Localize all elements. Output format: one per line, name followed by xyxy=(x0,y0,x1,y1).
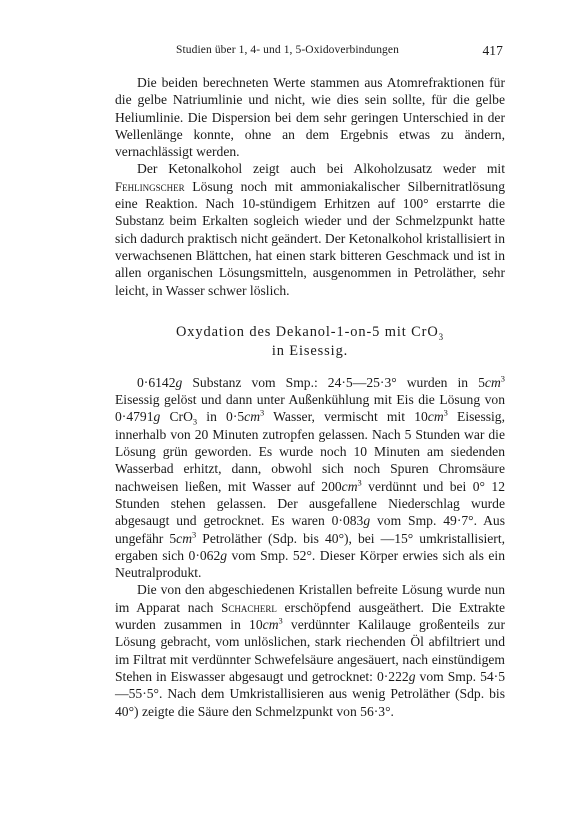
paragraph-text: Substanz vom Smp.: 24·5—25·3° wurden in 5 xyxy=(182,374,485,390)
paragraph-text: vom Smp. 54·5—55·5°. Nach dem Umkristallisieren aus wenig Petroläther (Sdp. bis 40°) zeigte die Säure den Schmelzpunkt von 56·3°. xyxy=(115,668,505,719)
value: 0·6142 xyxy=(137,374,176,390)
paragraph-text: vom Smp. 52°. Dieser Körper erwies sich als ein Neutralprodukt. xyxy=(115,547,505,581)
superscript: 3 xyxy=(192,529,197,539)
paragraph-text: Die von den abgeschiedenen Kristallen befreite Lösung wurde nun im Apparat nach xyxy=(115,582,505,615)
unit: cm xyxy=(176,530,193,546)
unit: cm xyxy=(341,478,358,494)
paragraph-text: vom Smp. 49·7°. Aus ungefähr 5 xyxy=(115,513,505,546)
unit: cm xyxy=(244,409,261,425)
author-name-schacherl: Schacherl xyxy=(221,599,277,615)
superscript: 3 xyxy=(357,477,362,488)
heading-line-1: Oxydation des Dekanol-1-on-5 mit CrO xyxy=(176,323,439,340)
unit: g xyxy=(220,547,228,563)
paragraph-text: Eisessig, innerhalb von 20 Minuten zutropfen gelassen. Nach 5 Stunden war die Lösung grün geworden. Es wurde noch 10 Minuten am siedenden Wasserbad erhitzt, dann, obwohl sich noch Spuren Chromsäure nachweisen ließen, mit Wasser auf 200 xyxy=(115,409,506,494)
unit: cm xyxy=(484,374,501,390)
paragraph-text: Die beiden berechneten Werte stammen aus Atomrefraktionen für die gelbe Natriumlinie und nicht, wie dies sein sollte, für die gelbe Heliumlinie. Die Dispersion bei dem sehr geringen Unterschied in der Wellenlänge konnte, ohne an dem Ergebnis etwas zu ändern, vernachlässigt werden. xyxy=(115,75,505,160)
paragraph-text: verdünnt und bei 0° 12 Stunden stehen gelassen. Der ausgefallene Niederschlag wurde abgesaugt und getrocknet. Es waren 0·083 xyxy=(115,478,505,529)
paragraph-extraktion xyxy=(115,581,505,719)
paragraph-text: Der Ketonalkohol zeigt auch bei Alkoholzusatz weder mit xyxy=(137,161,505,177)
body-text xyxy=(115,74,505,720)
paragraph-text: Eisessig gelöst und dann unter Außenkühlung mit Eis die Lösung von 0·4791 xyxy=(115,392,505,425)
heading-line-2: in Eisessig. xyxy=(271,342,349,359)
paragraph-ketonalkohol xyxy=(115,160,505,298)
paragraph-text: erschöpfend ausgeäthert. Die Extrakte wurden zusammen in 10 xyxy=(115,599,505,633)
superscript: 3 xyxy=(443,407,448,418)
subscript: 3 xyxy=(192,417,198,428)
paragraph-text: Petroläther (Sdp. bis 40°), bei —15° umkristallisiert, ergaben sich 0·062 xyxy=(115,530,505,563)
paragraph-text: verdünnter Kalilauge großenteils zur Lösung gebracht, vom unlöslichen, stark riechenden Öl abfiltriert und im Filtrat mit verdünnter Schwefelsäure angesäuert, nach einstündigem Stehen in Eiswasser abgesaugt und getrocknet: 0·222 xyxy=(115,617,505,684)
paragraph-text: in 0·5 xyxy=(197,409,245,425)
paragraph-oxydation xyxy=(115,374,505,582)
paragraph-text: Lösung noch mit ammoniakalischer Silbernitratlösung eine Reaktion. Nach 10-stündigem Erhitzen auf 100° erstarrte die Substanz beim Erkalten sogleich wieder und der Schmelzpunkt hatte sich dadurch praktisch nicht geändert. Der Ketonalkohol kristallisiert in verwachsenen Blättchen, hat einen stark bitteren Geschmack und ist in allen organischen Lösungsmitteln, ausgenommen in Petroläther, sehr leicht, in Wasser schwer löslich. xyxy=(115,178,505,298)
unit: g xyxy=(175,374,183,390)
superscript: 3 xyxy=(278,615,283,626)
unit: g xyxy=(363,513,371,529)
paragraph-text: Wasser, vermischt mit 10 xyxy=(264,409,428,425)
heading-subscript: 3 xyxy=(438,331,444,342)
superscript: 3 xyxy=(500,373,505,384)
page-number: 417 xyxy=(482,43,503,58)
author-name-fehling: Fehlingscher xyxy=(115,178,185,194)
running-title: Studien über 1, 4- und 1, 5-Oxidoverbindungen xyxy=(176,44,399,56)
unit: cm xyxy=(427,409,444,425)
unit: g xyxy=(153,409,161,425)
paragraph-text: CrO xyxy=(160,409,193,425)
unit: g xyxy=(408,668,416,684)
paragraph-refraction-note xyxy=(115,74,505,160)
section-heading xyxy=(115,323,505,361)
unit: cm xyxy=(262,617,279,633)
superscript: 3 xyxy=(260,407,265,418)
